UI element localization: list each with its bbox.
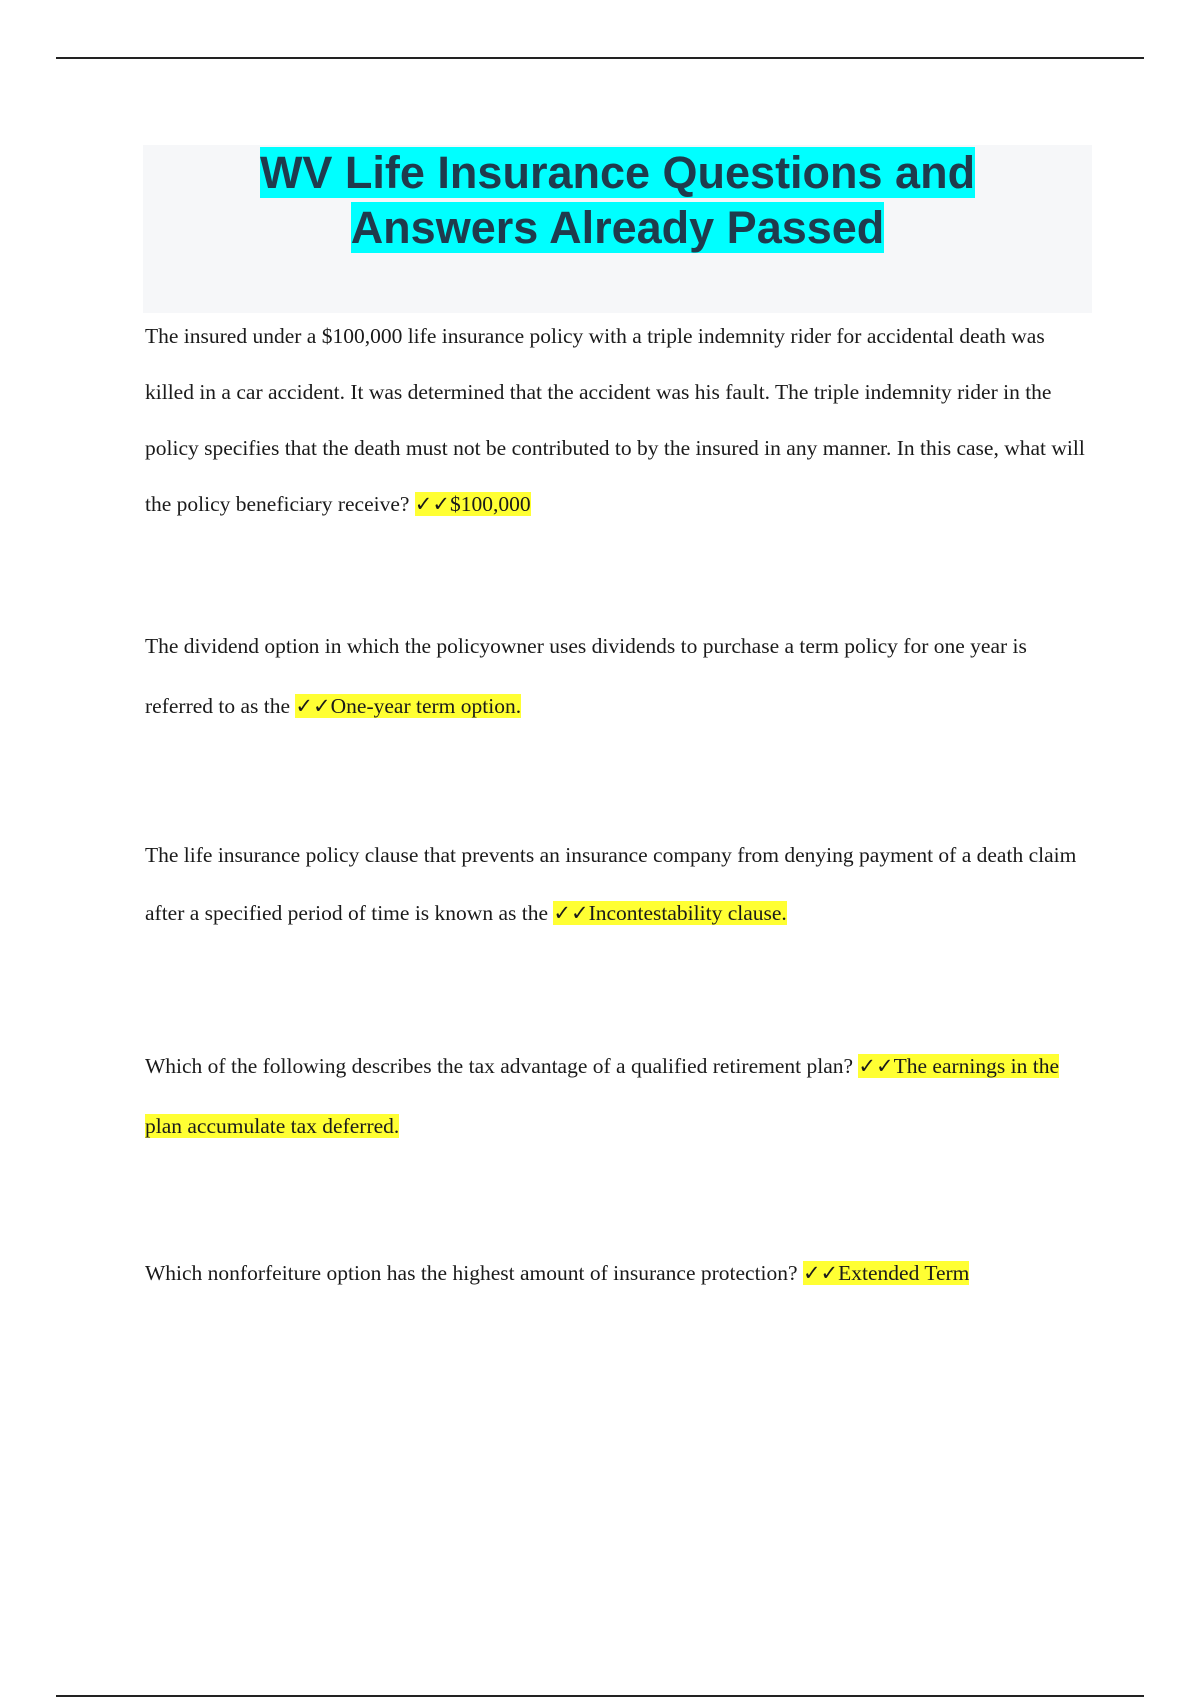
answer-highlight bbox=[295, 694, 521, 718]
qa-item-4 bbox=[145, 1036, 1085, 1156]
title-line-1: WV Life Insurance Questions and bbox=[259, 147, 976, 198]
answer-text: $100,000 bbox=[450, 492, 531, 516]
title-banner bbox=[143, 145, 1092, 313]
page-title bbox=[143, 145, 1092, 255]
double-check-icon: ✓✓ bbox=[414, 492, 450, 516]
bottom-divider bbox=[56, 1695, 1144, 1697]
answer-highlight bbox=[415, 492, 531, 516]
answer-text: The earnings in the plan accumulate tax deferred. bbox=[145, 1054, 1059, 1138]
title-line-2: Answers Already Passed bbox=[350, 202, 885, 253]
double-check-icon: ✓✓ bbox=[553, 901, 589, 925]
answer-highlight bbox=[803, 1261, 969, 1285]
answer-text: Extended Term bbox=[838, 1261, 970, 1285]
qa-item-2 bbox=[145, 616, 1085, 736]
question-text: The dividend option in which the policyowner uses dividends to purchase a term policy for one year is referred to as the bbox=[145, 634, 1027, 718]
answer-highlight bbox=[553, 901, 786, 925]
question-text: Which nonforfeiture option has the highest amount of insurance protection? bbox=[145, 1261, 798, 1285]
question-text: The life insurance policy clause that prevents an insurance company from denying payment of a death claim after a specified period of time is known as the bbox=[145, 843, 1077, 925]
qa-item-3 bbox=[145, 826, 1085, 942]
answer-text: One-year term option. bbox=[330, 694, 522, 718]
double-check-icon: ✓✓ bbox=[802, 1261, 839, 1285]
question-text: Which of the following describes the tax advantage of a qualified retirement plan? bbox=[145, 1054, 854, 1078]
answer-text: Incontestability clause. bbox=[588, 901, 787, 925]
qa-item-5 bbox=[145, 1243, 1085, 1303]
top-divider bbox=[56, 57, 1144, 59]
question-text: The insured under a $100,000 life insurance policy with a triple indemnity rider for accidental death was killed in a car accident. It was determined that the accident was his fault. The triple indemnity rider in the policy specifies that the death must not be contributed to by the insured in any manner. In this case, what will the policy beneficiary receive? bbox=[145, 324, 1085, 516]
double-check-icon: ✓✓ bbox=[295, 694, 331, 718]
double-check-icon: ✓✓ bbox=[858, 1054, 894, 1078]
qa-item-1 bbox=[145, 308, 1085, 532]
